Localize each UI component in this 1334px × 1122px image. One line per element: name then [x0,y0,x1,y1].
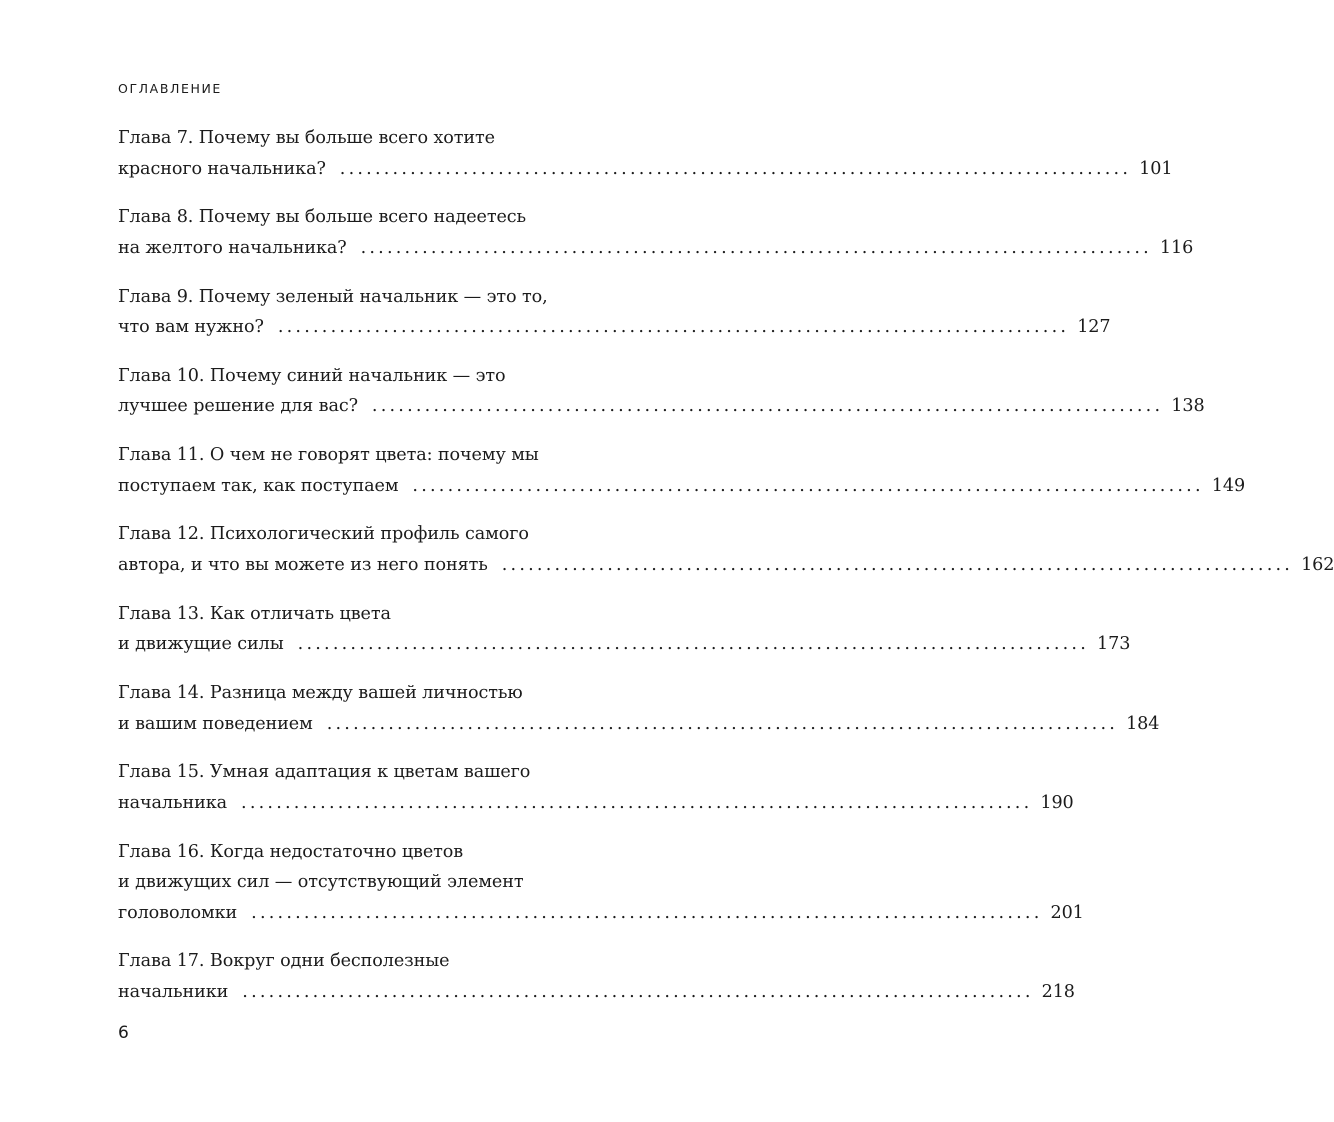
toc-entry-last-line [118,233,1194,264]
toc-entry-title-line: и движущих сил — отсутствующий элемент [118,872,524,893]
toc-entry-title-line: головоломки [118,902,238,923]
dot-leader: .......................................................................................... [297,634,1090,655]
dot-leader: .......................................................................................... [326,713,1119,734]
toc-page-number: 101 [1139,158,1173,179]
toc-page-number: 173 [1097,634,1131,655]
toc-page-number: 162 [1301,554,1334,575]
toc-entry-title-line: и вашим поведением [118,713,313,734]
toc-page-number: 184 [1126,713,1160,734]
toc-entry-title-line: Глава 16. Когда недостаточно цветов [118,841,464,862]
toc-entry-title-line: и движущие силы [118,634,284,655]
toc-entry-title-line: Глава 8. Почему вы больше всего надеетесь [118,207,527,228]
dot-leader: .......................................................................................... [412,475,1204,496]
toc-page-number: 190 [1040,792,1074,813]
toc-page-number: 116 [1159,237,1194,258]
toc-entry-last-line [118,154,1173,185]
dot-leader: .......................................................................................... [251,902,1043,923]
toc-entry[interactable] [118,599,1131,660]
toc-entry-title-line: Глава 13. Как отличать цвета [118,603,391,624]
toc-entry-last-line [118,709,1160,740]
toc-page-number: 127 [1077,317,1111,338]
toc-entry-last-line [118,977,1075,1008]
section-heading: ОГЛАВЛЕНИЕ [118,81,222,96]
toc-entry-last-line [118,898,1084,929]
toc-page-number: 138 [1171,396,1205,417]
toc-entry-last-line [118,471,1246,502]
toc-entry-title-line: что вам нужно? [118,317,264,338]
toc-entry[interactable] [118,678,1160,739]
toc-entry-title-line: на желтого начальника? [118,237,347,258]
toc-entry[interactable] [118,440,1246,501]
dot-leader: .......................................................................................... [242,981,1034,1002]
toc-entry-title-line: Глава 12. Психологический профиль самого [118,524,529,545]
toc-entry-title-line: красного начальника? [118,158,326,179]
toc-entry-last-line [118,391,1205,422]
toc-entry-last-line [118,550,1334,581]
toc-page-number: 218 [1041,981,1075,1002]
toc-entry[interactable] [118,946,1075,1007]
toc-entry-title-line: автора, и что вы можете из него понять [118,554,488,575]
dot-leader: .......................................................................................... [277,317,1070,338]
toc-entry[interactable] [118,202,1194,263]
page-number: 6 [118,1023,129,1043]
dot-leader: .......................................................................................... [241,792,1033,813]
toc-entry-title-line: Глава 15. Умная адаптация к цветам вашего [118,762,531,783]
toc-page-number: 149 [1211,475,1246,496]
toc-entry-last-line [118,788,1074,819]
dot-leader: .......................................................................................... [360,237,1152,258]
dot-leader: .......................................................................................... [371,396,1164,417]
toc-entry-title-line: начальники [118,981,229,1002]
toc-entry-title-line: Глава 17. Вокруг одни бесполезные [118,951,450,972]
toc-entry-title-line: Глава 9. Почему зеленый начальник — это то, [118,286,548,307]
dot-leader: .......................................................................................... [339,158,1132,179]
toc-entry-title-line: Глава 11. О чем не говорят цвета: почему мы [118,445,539,466]
toc-page-number: 201 [1050,902,1084,923]
toc-entry[interactable] [118,123,1173,184]
toc-entry-last-line [118,312,1111,343]
dot-leader: .......................................................................................... [501,554,1294,575]
toc-entry-title-line: Глава 7. Почему вы больше всего хотите [118,128,495,148]
toc-entry-title-line: Глава 10. Почему синий начальник — это [118,365,506,386]
toc-entry[interactable] [118,837,1084,929]
toc-entry-last-line [118,629,1131,660]
toc-entry[interactable] [118,361,1205,422]
toc-entry-title-line: лучшее решение для вас? [118,396,358,417]
table-of-contents [118,123,1334,1026]
toc-entry[interactable] [118,757,1074,818]
toc-entry[interactable] [118,282,1111,343]
toc-entry-title-line: Глава 14. Разница между вашей личностью [118,683,523,704]
toc-entry[interactable] [118,519,1334,580]
toc-entry-title-line: поступаем так, как поступаем [118,475,399,496]
toc-entry-title-line: начальника [118,792,228,813]
